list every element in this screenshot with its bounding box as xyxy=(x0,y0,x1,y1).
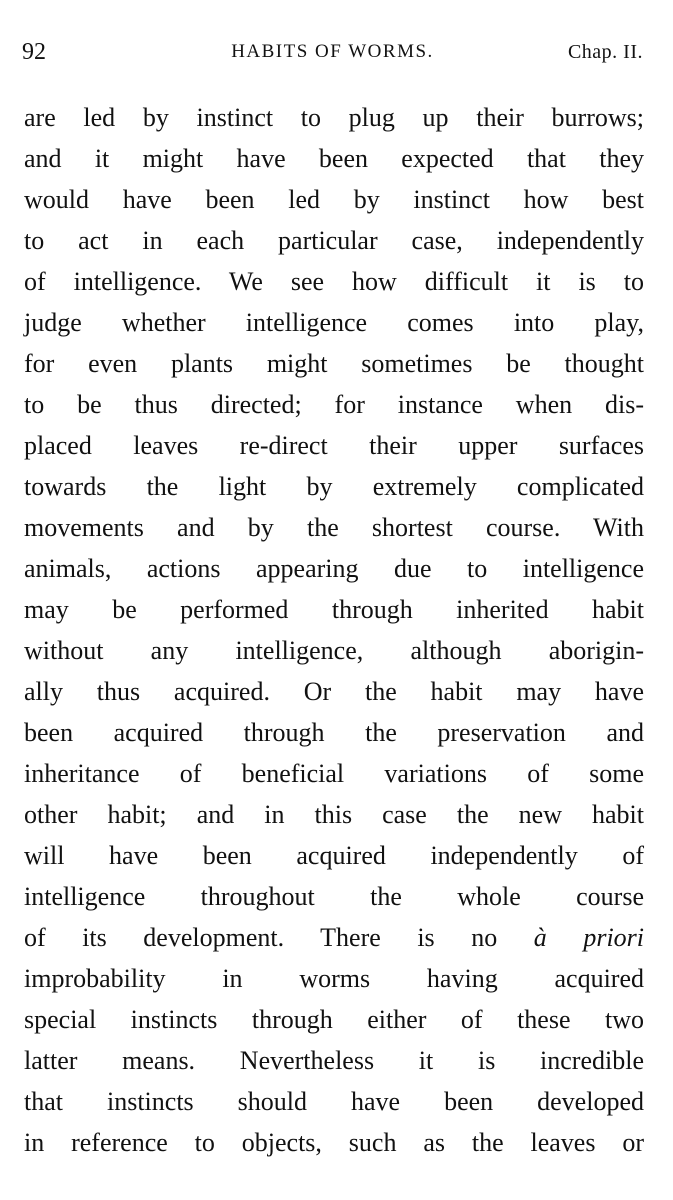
text-line: towards the light by extremely complicated xyxy=(24,472,644,501)
text-line-with-italic xyxy=(24,917,644,958)
text-line: in reference to objects, such as the leaves or xyxy=(24,1128,644,1157)
body-text xyxy=(24,97,644,1163)
text-line: without any intelligence, although aborigin- xyxy=(24,636,644,665)
text-line: animals, actions appearing due to intelligence xyxy=(24,554,644,583)
chapter-reference: Chap. II. xyxy=(567,41,643,63)
text-line: improbability in worms having acquired xyxy=(24,964,644,993)
text-line: latter means. Nevertheless it is incredible xyxy=(24,1046,644,1075)
text-line: special instincts through either of these two xyxy=(24,1005,644,1034)
text-line: judge whether intelligence comes into play, xyxy=(24,308,644,337)
text-line: may be performed through inherited habit xyxy=(24,595,644,624)
text-line: been acquired through the preservation and xyxy=(24,718,644,747)
text-line: inheritance of beneficial variations of some xyxy=(24,759,644,788)
text-line: and it might have been expected that they xyxy=(24,144,644,173)
running-head xyxy=(22,36,643,68)
italic-phrase: à priori xyxy=(533,923,645,952)
text-line: intelligence throughout the whole course xyxy=(24,882,644,911)
text-line: ally thus acquired. Or the habit may have xyxy=(24,677,644,706)
page-number: 92 xyxy=(22,39,46,65)
running-title: HABITS OF WORMS. xyxy=(231,41,434,62)
text-line: to be thus directed; for instance when dis- xyxy=(24,390,644,419)
text-line: placed leaves re-direct their upper surfaces xyxy=(24,431,644,460)
text-line: are led by instinct to plug up their burrows; xyxy=(24,103,644,132)
text-segment: of its development. There is no xyxy=(24,923,498,952)
text-line: to act in each particular case, independently xyxy=(24,226,644,255)
text-line: movements and by the shortest course. With xyxy=(24,513,644,542)
text-line: would have been led by instinct how best xyxy=(24,185,644,214)
text-line: other habit; and in this case the new habit xyxy=(24,800,644,829)
text-line: that instincts should have been developed xyxy=(24,1087,644,1116)
text-line: of intelligence. We see how difficult it is to xyxy=(24,267,644,296)
text-line: for even plants might sometimes be thought xyxy=(24,349,644,378)
text-line: will have been acquired independently of xyxy=(24,841,644,870)
